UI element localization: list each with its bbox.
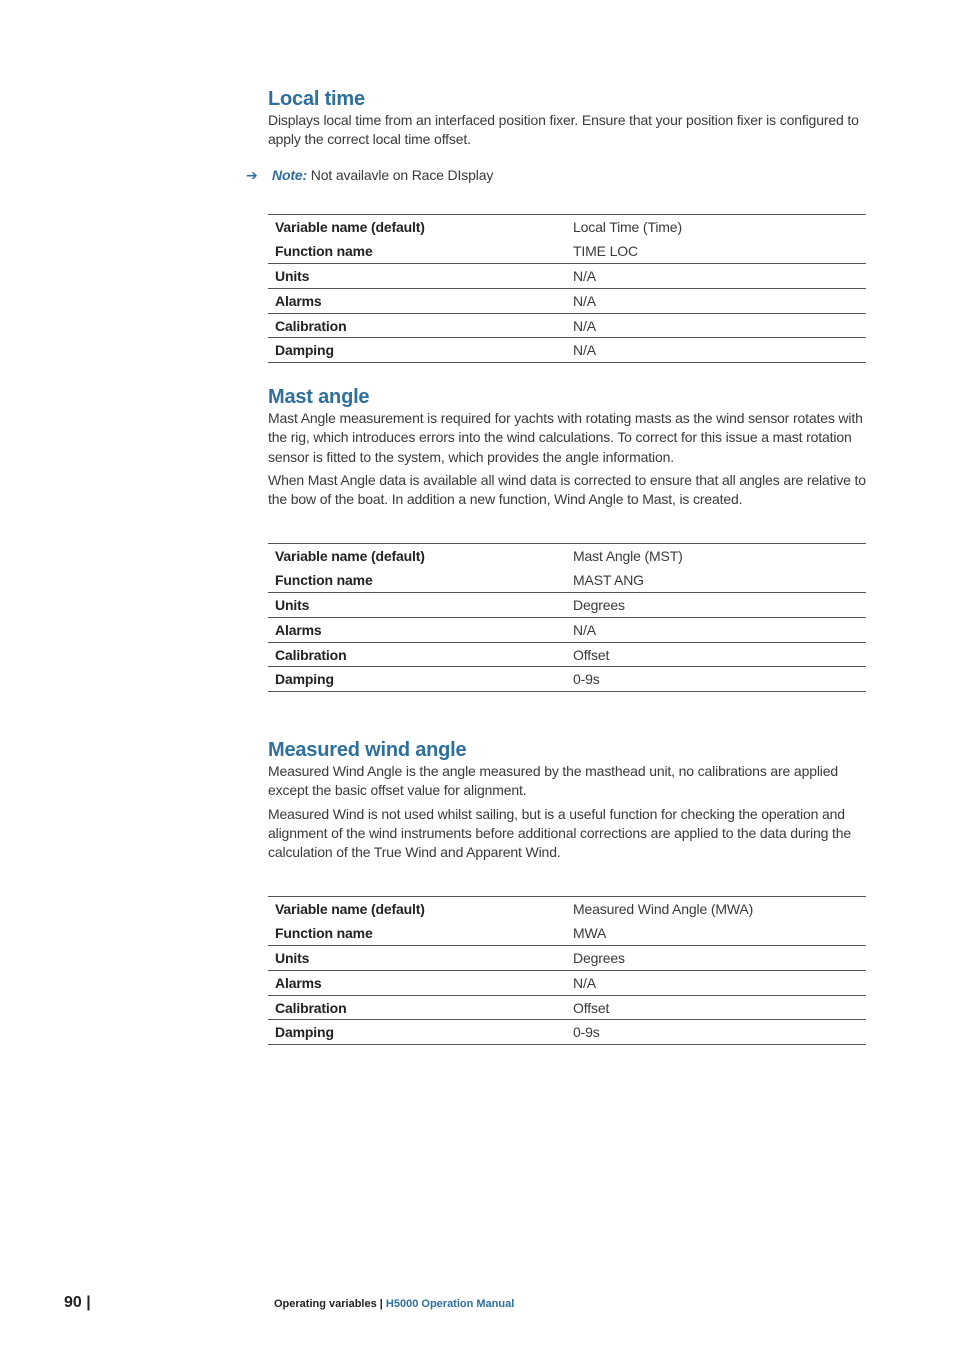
table-value: Measured Wind Angle (MWA): [573, 901, 754, 918]
table-key: Function name: [268, 568, 566, 593]
section-paragraph: Mast Angle measurement is required for yachts with rotating masts as the wind sensor rotates with the rig, which introduces errors into the wind calculations. To correct for this issue a mast rotation sensor is fitted to the system, which provides the angle information.: [268, 410, 863, 465]
section-title: Mast angle: [268, 386, 370, 408]
section-mast-angle: [268, 385, 868, 509]
table-value: Mast Angle (MST): [573, 548, 683, 565]
table-row: [268, 1020, 866, 1045]
table-key: Calibration: [268, 995, 566, 1020]
table-value: N/A: [566, 313, 866, 338]
table-value: MWA: [566, 921, 866, 946]
section-paragraph: Displays local time from an interfaced position fixer. Ensure that your position fixer is configured to apply the correct local time offset.: [268, 112, 859, 148]
page-number: 90 |: [64, 1294, 91, 1311]
table-row: [268, 642, 866, 667]
table-value: Offset: [566, 642, 866, 667]
table-row: [268, 239, 866, 264]
table-value: 0-9s: [566, 1020, 866, 1045]
section-title: Local time: [268, 88, 365, 110]
table-row: [268, 289, 866, 314]
table-value: Degrees: [566, 593, 866, 618]
table-key: Units: [268, 593, 566, 618]
footer-separator: |: [376, 1298, 386, 1310]
spec-table-local-time: [268, 214, 866, 363]
section-paragraph: When Mast Angle data is available all wind data is corrected to ensure that all angles are relative to the bow of the boat. In addition a new function, Wind Angle to Mast, is created.: [268, 471, 866, 508]
table-key: Units: [268, 946, 566, 971]
spec-table-measured-wind-angle: [268, 896, 866, 1045]
table-row: [268, 921, 866, 946]
table-key: Alarms: [268, 289, 566, 314]
table-key: Damping: [268, 338, 566, 363]
table-value: Local Time (Time): [573, 219, 682, 236]
footer-title: [274, 1298, 514, 1310]
section-local-time: [268, 87, 868, 150]
table-key: Function name: [268, 239, 566, 264]
table-key: Variable name (default): [275, 901, 425, 918]
table-key: Damping: [268, 1020, 566, 1045]
table-key: Calibration: [268, 642, 566, 667]
table-value: N/A: [566, 618, 866, 643]
table-row: [268, 897, 866, 922]
table-row: [268, 618, 866, 643]
section-paragraph: Measured Wind Angle is the angle measured by the masthead unit, no calibrations are applied except the basic offset value for alignment.: [268, 763, 839, 799]
spec-table-mast-angle: [268, 543, 866, 692]
table-row: [268, 995, 866, 1020]
note: [246, 166, 493, 185]
table-key: Calibration: [268, 313, 566, 338]
footer-manual: H5000 Operation Manual: [385, 1298, 515, 1310]
table-row: [268, 264, 866, 289]
table-value: N/A: [566, 338, 866, 363]
section-paragraph: Measured Wind is not used whilst sailing, but is a useful function for checking the operation and alignment of the wind instruments before additional corrections are applied to the data during the calculation of the True Wind and Apparent Wind.: [268, 805, 852, 861]
table-key: Alarms: [268, 618, 566, 643]
table-key: Damping: [268, 667, 566, 692]
table-value: N/A: [566, 289, 866, 314]
table-value: N/A: [566, 264, 866, 289]
table-value: N/A: [566, 971, 866, 996]
table-row: [268, 593, 866, 618]
table-row: [268, 338, 866, 363]
table-row: [268, 971, 866, 996]
table-row: [268, 215, 866, 240]
note-text: Not availavle on Race DIsplay: [307, 167, 494, 183]
right-arrow-icon: ➔: [246, 167, 258, 183]
footer-chapter: Operating variables: [274, 1298, 377, 1310]
table-row: [268, 568, 866, 593]
table-row: [268, 544, 866, 569]
table-value: MAST ANG: [566, 568, 866, 593]
table-key: Variable name (default): [275, 219, 425, 236]
section-title: Measured wind angle: [268, 739, 467, 761]
table-value: TIME LOC: [566, 239, 866, 264]
table-value: Degrees: [566, 946, 866, 971]
table-row: [268, 667, 866, 692]
table-value: Offset: [566, 995, 866, 1020]
table-row: [268, 946, 866, 971]
table-row: [268, 313, 866, 338]
table-value: 0-9s: [566, 667, 866, 692]
note-label: Note:: [272, 167, 308, 183]
section-measured-wind-angle: [268, 738, 868, 862]
table-key: Variable name (default): [275, 548, 425, 565]
table-key: Function name: [268, 921, 566, 946]
table-key: Units: [268, 264, 566, 289]
table-key: Alarms: [268, 971, 566, 996]
